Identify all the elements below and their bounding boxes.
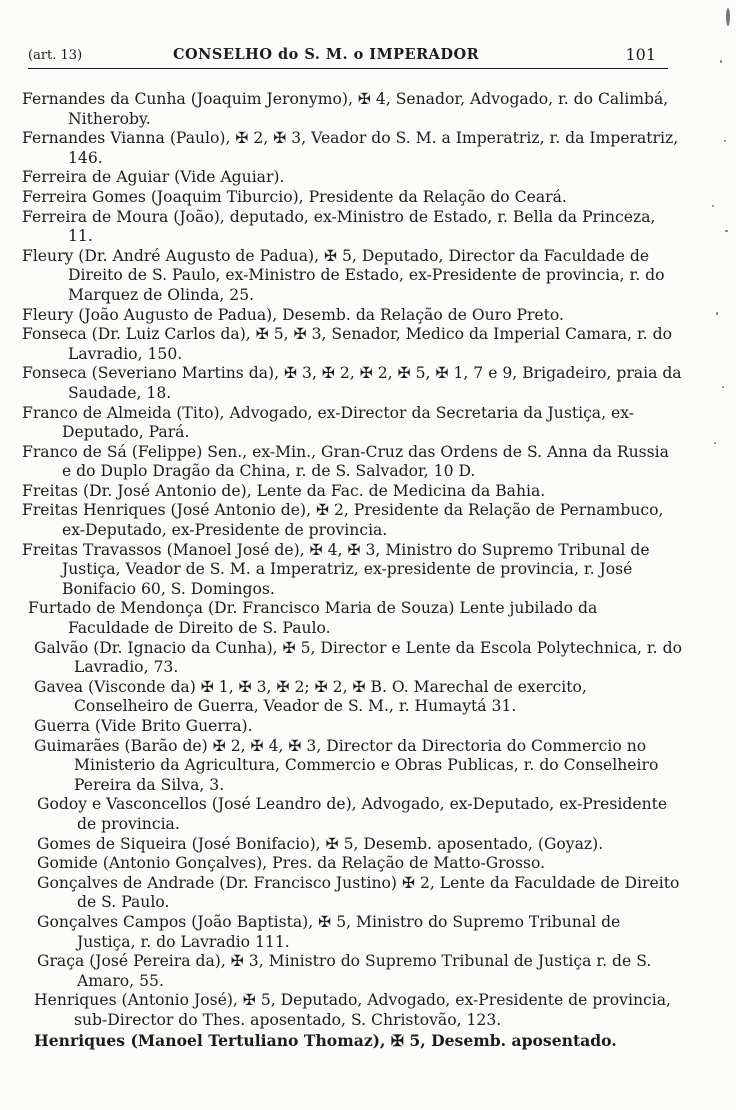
list-item: Godoy e Vasconcellos (José Leandro de), Advogado, ex-Deputado, ex-Presidente de provincia. [37, 795, 668, 833]
list-item: Freitas Travassos (Manoel José de), ✠ 4, ✠ 3, Ministro do Supremo Tribunal de Justiça, Veador de S. M. a Imperatriz, ex-presidente de provincia, r. José Bonifacio 60, S. Domingos. [22, 540, 650, 598]
list-item: Galvão (Dr. Ignacio da Cunha), ✠ 5, Director e Lente da Escola Polytechnica, r. do Lavradio, 73. [34, 638, 682, 677]
ink-speck [725, 230, 728, 232]
page-edge-noise [676, 0, 736, 1110]
ink-speck [724, 140, 726, 142]
list-item: Ferreira de Moura (João), deputado, ex-Ministro de Estado, r. Bella da Princeza, 11. [22, 207, 656, 246]
list-item: Henriques (Manoel Tertuliano Thomaz), ✠ 5, Desemb. aposentado. [34, 1030, 617, 1050]
list-item: Fleury (João Augusto de Padua), Desemb. da Relação de Ouro Preto. [22, 305, 564, 324]
list-item: Gonçalves de Andrade (Dr. Francisco Justino) ✠ 2, Lente da Faculdade de Direito de S. Paulo. [37, 873, 680, 912]
list-item: Henriques (Antonio José), ✠ 5, Deputado, Advogado, ex-Presidente de provincia, sub-Director do Thes. aposentado, S. Christovão, 123. [34, 991, 671, 1029]
page-number: 101 [625, 45, 656, 64]
ink-speck [722, 386, 724, 388]
ink-speck [714, 442, 716, 444]
list-item: Franco de Almeida (Tito), Advogado, ex-Director da Secretaria da Justiça, ex-Deputado, Pará. [22, 403, 635, 442]
list-item: Ferreira de Aguiar (Vide Aguiar). [22, 168, 285, 187]
list-item: Graça (José Pereira da), ✠ 3, Ministro do Supremo Tribunal de Justiça r. de S. Amaro, 55. [37, 952, 652, 990]
list-item: Furtado de Mendonça (Dr. Francisco Maria de Souza) Lente jubilado da Faculdade de Direito de S. Paulo. [28, 599, 598, 638]
ink-speck [716, 312, 718, 315]
list-item: Fonseca (Severiano Martins da), ✠ 3, ✠ 2, ✠ 2, ✠ 5, ✠ 1, 7 e 9, Brigadeiro, praia da Saudade, 18. [22, 364, 682, 402]
list-item: Gonçalves Campos (João Baptista), ✠ 5, Ministro do Supremo Tribunal de Justiça, r. do Lavradio 111. [37, 912, 621, 951]
list-item: Fleury (Dr. André Augusto de Padua), ✠ 5, Deputado, Director da Faculdade de Direito de S. Paulo, ex-Ministro de Estado, ex-Presidente de provincia, r. do Marquez de Olinda, 25. [22, 246, 665, 304]
ink-speck [726, 8, 730, 26]
list-item: Freitas (Dr. José Antonio de), Lente da Fac. de Medicina da Bahia. [22, 481, 546, 500]
list-item: Freitas Henriques (José Antonio de), ✠ 2, Presidente da Relação de Pernambuco, ex-Deputado, ex-Presidente de provincia. [22, 501, 664, 540]
article-reference: (art. 13) [28, 48, 83, 63]
list-item: Guimarães (Barão de) ✠ 2, ✠ 4, ✠ 3, Director da Directoria do Commercio no Ministerio da Agricultura, Commercio e Obras Publicas, r. do Conselheiro Pereira da Silva, 3. [34, 736, 659, 794]
running-title: CONSELHO do S. M. o IMPERADOR [173, 46, 480, 63]
list-item: Fernandes Vianna (Paulo), ✠ 2, ✠ 3, Veador do S. M. a Imperatriz, r. da Imperatriz, 146. [22, 129, 679, 167]
ink-speck [720, 60, 722, 63]
list-item: Fernandes da Cunha (Joaquim Jeronymo), ✠ 4, Senador, Advogado, r. do Calimbá, Nitheroby. [22, 90, 669, 128]
list-item: Ferreira Gomes (Joaquim Tiburcio), Presidente da Relação do Ceará. [22, 187, 567, 206]
list-item: Gomes de Siqueira (José Bonifacio), ✠ 5, Desemb. aposentado, (Goyaz). [37, 834, 604, 853]
list-item: Gavea (Visconde da) ✠ 1, ✠ 3, ✠ 2; ✠ 2, ✠ B. O. Marechal de exercito, Conselheiro de Guerra, Veador de S. M., r. Humaytá 31. [34, 677, 587, 716]
list-item: Guerra (Vide Brito Guerra). [34, 717, 253, 735]
entry-list [22, 90, 682, 1050]
page-header [28, 44, 668, 69]
list-item: Fonseca (Dr. Luiz Carlos da), ✠ 5, ✠ 3, Senador, Medico da Imperial Camara, r. do Lavradio, 150. [22, 325, 673, 363]
list-item: Gomide (Antonio Gonçalves), Pres. da Relação de Matto-Grosso. [37, 854, 546, 873]
list-item: Franco de Sá (Felippe) Sen., ex-Min., Gran-Cruz das Ordens de S. Anna da Russia e do Duplo Dragão da China, r. de S. Salvador, 10 D. [22, 442, 669, 481]
ink-speck [712, 205, 714, 207]
